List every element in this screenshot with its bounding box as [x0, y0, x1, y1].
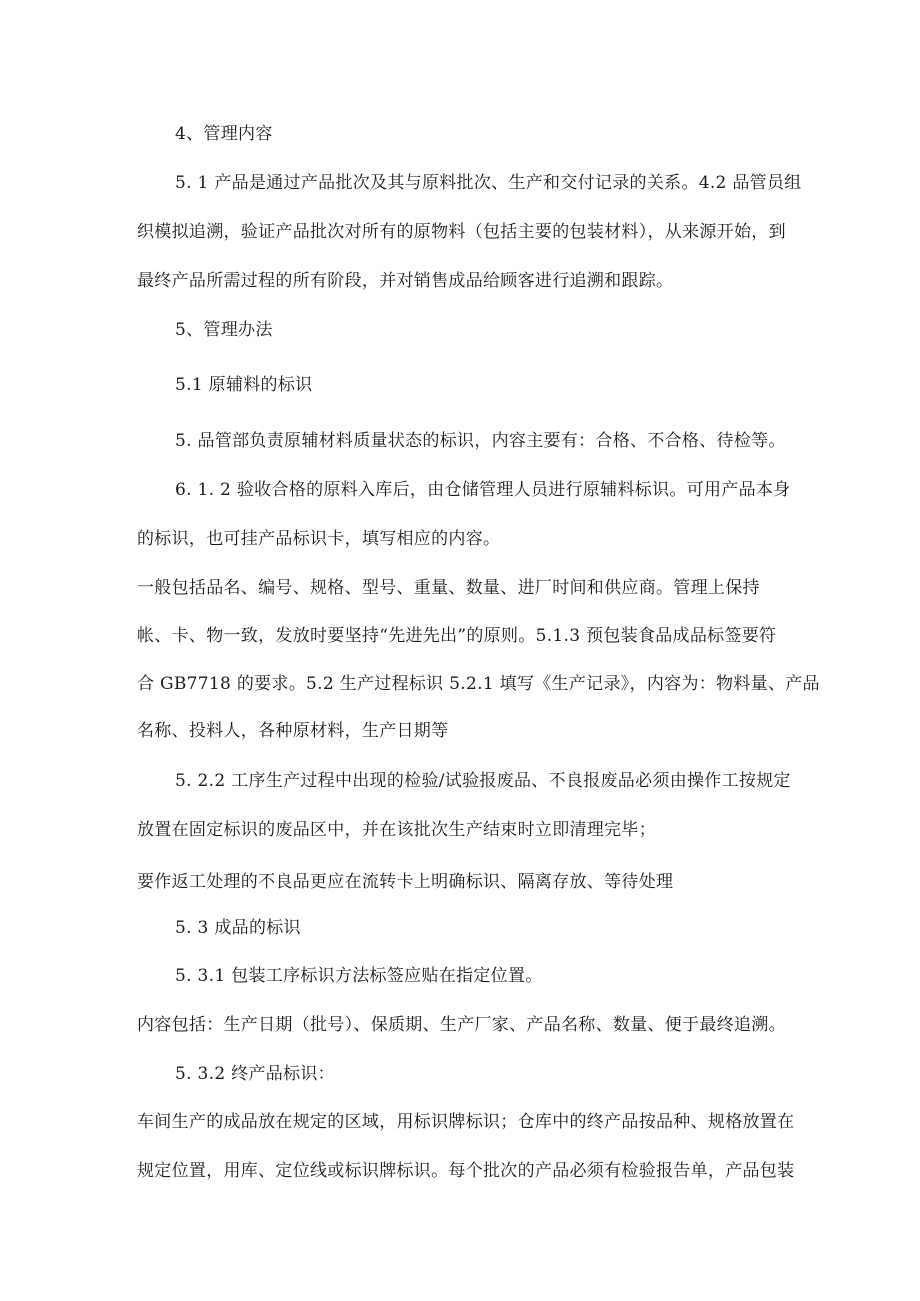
paragraph-line: 车间生产的成品放在规定的区域，用标识牌标识；仓库中的终产品按品种、规格放置在 — [137, 1112, 795, 1132]
subsection-heading: 5. 3.2 终产品标识： — [175, 1064, 335, 1084]
paragraph-line: 帐、卡、物一致，发放时要坚持“先进先出”的原则。5.1.3 预包装食品成品标签要符 — [137, 626, 777, 646]
paragraph-line: 名称、投料人，各种原材料，生产日期等 — [137, 721, 449, 741]
paragraph-line: 一般包括品名、编号、规格、型号、重量、数量、进厂时间和供应商。管理上保持 — [137, 578, 760, 598]
paragraph-line: 5. 1 产品是通过产品批次及其与原料批次、生产和交付记录的关系。4.2 品管员组 — [175, 173, 802, 193]
paragraph-line: 放置在固定标识的废品区中，并在该批次生产结束时立即清理完毕； — [137, 820, 656, 840]
paragraph-line: 要作返工处理的不良品更应在流转卡上明确标识、隔离存放、等待处理 — [137, 872, 674, 892]
paragraph-line: 合 GB7718 的要求。5.2 生产过程标识 5.2.1 填写《生产记录》，内容为：物料量、产品 — [137, 674, 820, 694]
paragraph-line: 5. 3.1 包装工序标识方法标签应贴在指定位置。 — [175, 966, 543, 986]
subsection-heading: 5.1 原辅料的标识 — [175, 375, 313, 395]
paragraph-line: 5. 品管部负责原辅材料质量状态的标识，内容主要有：合格、不合格、待检等。 — [175, 431, 786, 451]
paragraph-line: 的标识，也可挂产品标识卡，填写相应的内容。 — [137, 529, 501, 549]
paragraph-line: 最终产品所需过程的所有阶段，并对销售成品给顾客进行追溯和跟踪。 — [137, 271, 674, 291]
subsection-heading: 5. 3 成品的标识 — [175, 918, 301, 938]
paragraph-line: 6. 1. 2 验收合格的原料入库后，由仓储管理人员进行原辅料标识。可用产品本身 — [175, 480, 791, 500]
paragraph-line: 织模拟追溯，验证产品批次对所有的原物料（包括主要的包装材料），从来源开始，到 — [137, 222, 786, 242]
section-heading: 5、管理办法 — [175, 320, 273, 340]
paragraph-line: 5. 2.2 工序生产过程中出现的检验/试验报废品、不良报废品必须由操作工按规定 — [175, 771, 791, 791]
paragraph-line: 内容包括：生产日期（批号）、保质期、生产厂家、产品名称、数量、便于最终追溯。 — [137, 1015, 786, 1035]
paragraph-line: 规定位置，用库、定位线或标识牌标识。每个批次的产品必须有检验报告单，产品包装 — [137, 1161, 795, 1181]
section-heading: 4、管理内容 — [175, 124, 273, 144]
